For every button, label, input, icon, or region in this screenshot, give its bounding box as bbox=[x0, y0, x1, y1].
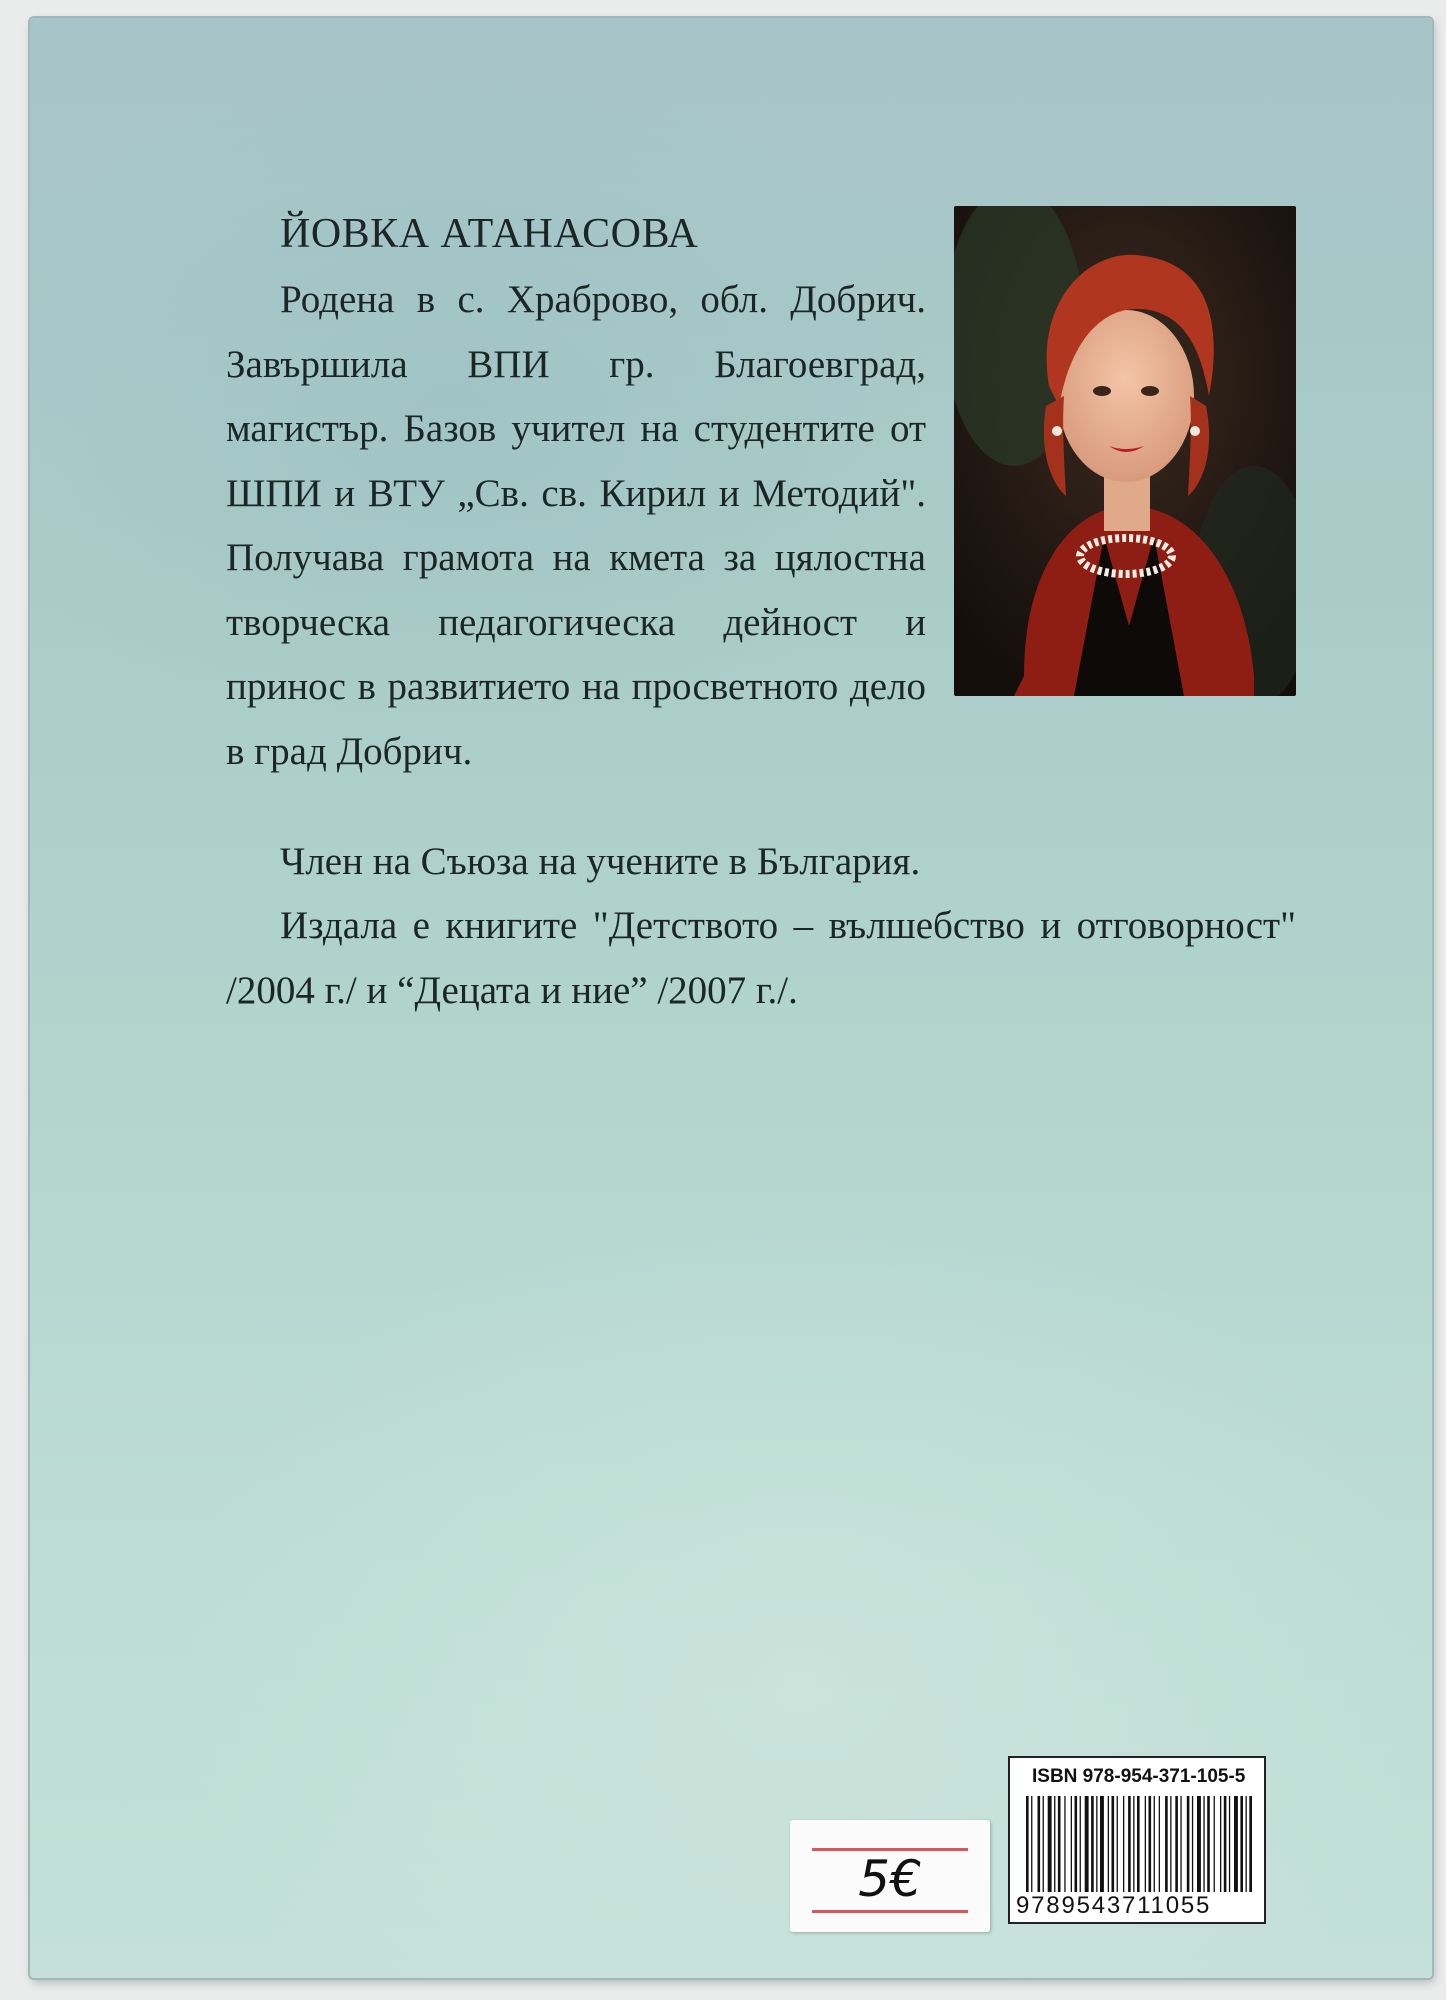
author-portrait bbox=[954, 206, 1296, 696]
portrait-photo bbox=[954, 206, 1296, 696]
isbn-label: ISBN 978-954-371-105-5 bbox=[1032, 1766, 1246, 1787]
sticker-rule-bottom bbox=[812, 1910, 968, 1913]
price-sticker bbox=[790, 1820, 990, 1932]
isbn-barcode-box bbox=[1008, 1756, 1266, 1924]
barcode-digits: 9789543711055 bbox=[1016, 1892, 1212, 1919]
barcode-icon bbox=[1024, 1796, 1252, 1892]
author-bio: Родена в с. Храброво, обл. Добрич. Завършила ВПИ гр. Благоевград, магистър. Базов учител на студентите от ШПИ и ВТУ „Св. св. Кирил и Методий". Получава грамота на кмета за цялостна творческа педагогическа дейност и принос в развитието на просветното дело в град Добрич. bbox=[226, 278, 926, 773]
book-back-cover bbox=[30, 18, 1432, 1978]
membership-text: Член на Съюза на учените в България. bbox=[280, 840, 921, 883]
author-name: ЙОВКА АТАНАСОВА bbox=[280, 211, 699, 257]
price-text: 5€ bbox=[858, 1850, 922, 1908]
published-books-text: Издала е книгите "Детството – вълшебство и отговорност" /2004 г./ и “Децата и ние” /2007 г./. bbox=[226, 904, 1296, 1012]
